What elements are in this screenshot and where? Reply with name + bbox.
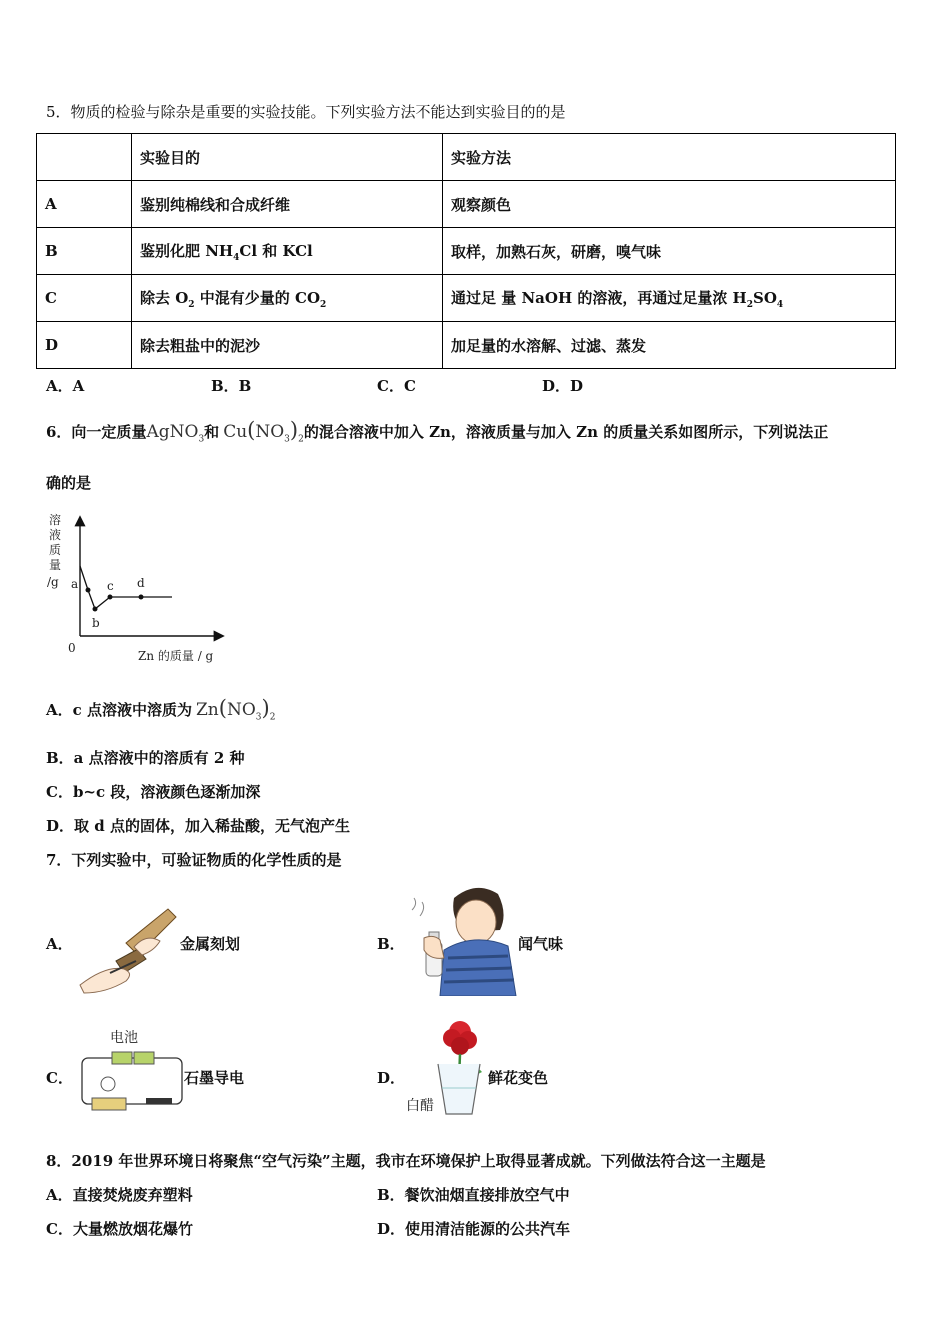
y-label-1: 溶: [49, 513, 62, 527]
row-key: D: [37, 322, 132, 369]
q6-option-a[interactable]: A．c 点溶液中溶质为 $Zn(NO_3)_2$: [46, 696, 276, 723]
q5-option-a[interactable]: A．A: [46, 377, 85, 395]
q7-option-a-label: 金属刻划: [180, 935, 241, 953]
table-row: [37, 181, 896, 228]
q6-option-d[interactable]: D．取 d 点的固体，加入稀盐酸，无气泡产生: [46, 817, 350, 835]
q5-table: [36, 133, 896, 369]
point-a: [86, 588, 91, 593]
row-key: B: [37, 228, 132, 275]
q7-option-d-label: 鲜花变色: [488, 1069, 549, 1087]
table-row: [37, 228, 896, 275]
formula-znno3: $Zn(NO_3)_2$: [196, 696, 276, 723]
row-goal: 鉴别化肥 $NH_4Cl$ 和 KCl: [132, 228, 443, 275]
q7-option-c-key[interactable]: C．: [46, 1069, 73, 1087]
q6-option-c[interactable]: C．b~c 段，溶液颜色逐渐加深: [46, 783, 261, 801]
y-label-2: 液: [49, 528, 62, 542]
row-method: 取样，加熟石灰，研磨，嗅气味: [443, 228, 896, 275]
flower-illustration: [402, 1014, 492, 1122]
row-goal: 除去 $O_2$ 中混有少量的 $CO_2$: [132, 275, 443, 322]
q7-stem: 7．下列实验中，可验证物质的化学性质的是: [46, 851, 342, 869]
curve: [80, 566, 172, 609]
q6-stem-line2: 确的是: [46, 474, 92, 492]
table-row: [37, 275, 896, 322]
label-c: c: [107, 579, 114, 593]
q8-option-c[interactable]: C．大量燃放烟花爆竹: [46, 1220, 193, 1238]
point-b: [93, 607, 98, 612]
row-method: 观察颜色: [443, 181, 896, 228]
point-d: [139, 595, 144, 600]
table-header-cell: [37, 134, 132, 181]
q5-stem: 5．物质的检验与除杂是重要的实验技能。下列实验方法不能达到实验目的的是: [46, 103, 566, 121]
q8-option-a[interactable]: A．直接焚烧废弃塑料: [46, 1186, 193, 1204]
formula-cuno3: $Cu(NO_3)_2$: [223, 418, 304, 445]
y-label-5: /g: [47, 575, 59, 589]
origin-label: 0: [68, 641, 76, 655]
q7-option-a-key[interactable]: A．: [46, 935, 73, 953]
y-label-3: 质: [49, 543, 62, 557]
y-label-4: 量: [49, 558, 62, 572]
point-c: [108, 595, 113, 600]
q7-option-b-label: 闻气味: [518, 935, 564, 953]
formula-agno3: AgNO$_3$: [146, 422, 205, 445]
table-header-cell: 实验目的: [132, 134, 443, 181]
row-key: A: [37, 181, 132, 228]
q8-option-d[interactable]: D．使用清洁能源的公共汽车: [377, 1220, 571, 1238]
q7-option-b-key[interactable]: B．: [377, 935, 405, 953]
q5-option-b[interactable]: B．B: [211, 377, 252, 395]
table-row: [37, 134, 896, 181]
label-a: a: [71, 577, 79, 591]
label-d: d: [137, 576, 145, 590]
circuit-illustration: [74, 1024, 186, 1120]
vinegar-label: 白醋: [406, 1098, 434, 1114]
q7-option-c-label: 石墨导电: [184, 1069, 245, 1087]
x-label: Zn 的质量 / g: [138, 649, 214, 663]
smelling-illustration: [404, 880, 518, 996]
q6-option-b[interactable]: B．a 点溶液中的溶质有 2 种: [46, 749, 245, 767]
row-method: 加足量的水溶解、过滤、蒸发: [443, 322, 896, 369]
q8-stem: 8．2019 年世界环境日将聚焦“空气污染”主题，我市在环境保护上取得显著成就。下列做法符合这一主题是: [46, 1152, 766, 1170]
battery-label: 电池: [110, 1030, 138, 1046]
metal-scratch-illustration: [76, 903, 180, 995]
q5-option-d[interactable]: D．D: [542, 377, 584, 395]
q7-option-d-key[interactable]: D．: [377, 1069, 406, 1087]
label-b: b: [92, 616, 100, 630]
table-header-cell: 实验方法: [443, 134, 896, 181]
table-row: [37, 322, 896, 369]
row-goal: 除去粗盐中的泥沙: [132, 322, 443, 369]
q6-graph: [40, 508, 240, 668]
row-key: C: [37, 275, 132, 322]
q5-option-c[interactable]: C．C: [377, 377, 416, 395]
row-method: 通过足 量 NaOH 的溶液，再通过足量浓 $H_2SO_4$: [443, 275, 896, 322]
row-goal: 鉴别纯棉线和合成纤维: [132, 181, 443, 228]
q6-stem: 6．向一定质量AgNO$_3$和 $Cu(NO_3)_2$的混合溶液中加入 Zn，溶液质量与加入 Zn 的质量关系如图所示，下列说法正: [46, 418, 829, 445]
q8-option-b[interactable]: B．餐饮油烟直接排放空气中: [377, 1186, 570, 1204]
